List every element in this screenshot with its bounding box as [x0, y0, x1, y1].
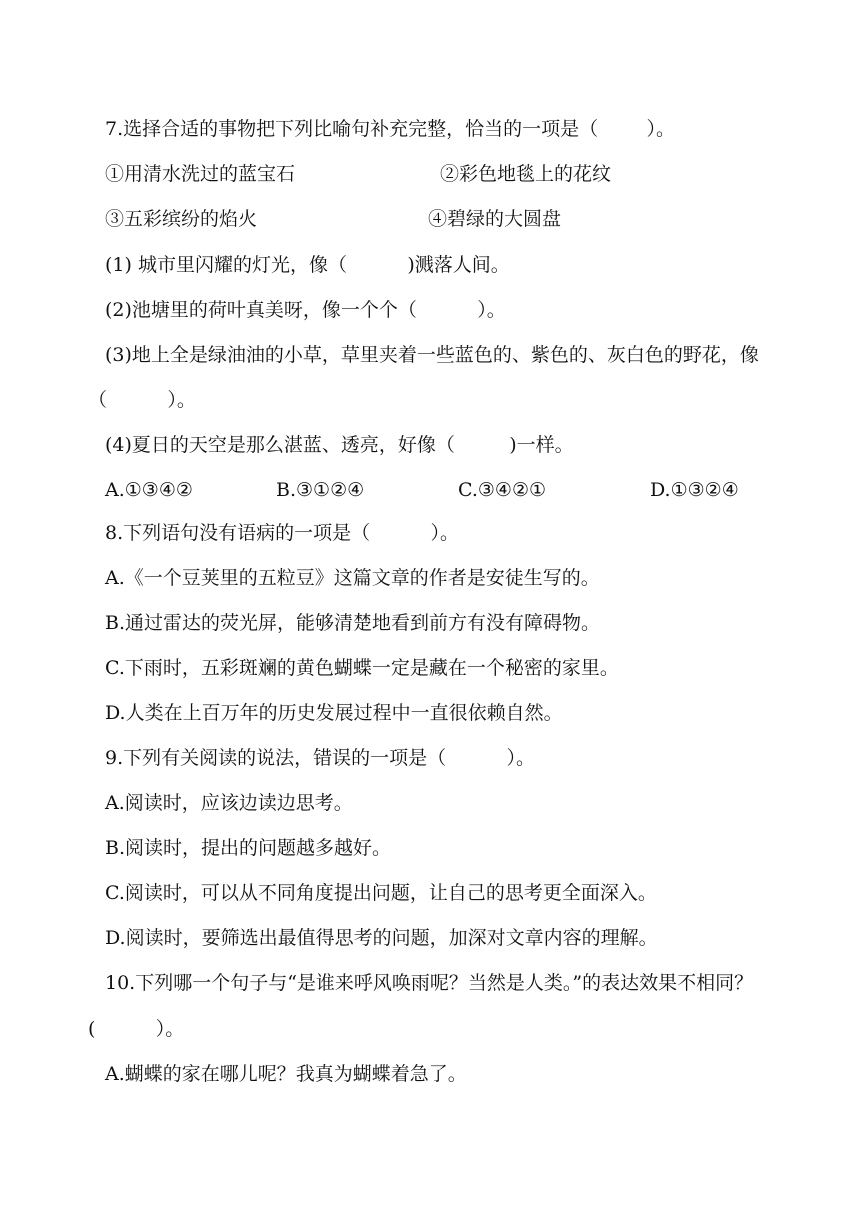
option-2: ②彩色地毯上的花纹: [440, 163, 612, 185]
question-9-option-a: A.阅读时，应该边读边思考。: [105, 792, 353, 814]
option-4: ④碧绿的大圆盘: [428, 208, 562, 230]
question-8-option-a: A.《一个豆荚里的五粒豆》这篇文章的作者是安徒生写的。: [105, 567, 600, 589]
sentence-1: (1) 城市里闪耀的灯光，像（ )溅落人间。: [105, 254, 510, 276]
question-8-option-c: C.下雨时，五彩斑斓的黄色蝴蝶一定是藏在一个秘密的家里。: [105, 657, 619, 679]
sentence-2: (2)池塘里的荷叶真美呀，像一个个（ ）。: [105, 299, 506, 321]
sentence-3: (3)地上全是绿油油的小草，草里夹着一些蓝色的、紫色的、灰白色的野花，像: [105, 344, 759, 366]
sentence-4: (4)夏日的天空是那么湛蓝、透亮，好像（ )一样。: [105, 434, 574, 456]
question-9-stem: 9.下列有关阅读的说法，错误的一项是（ ）。: [105, 747, 536, 769]
question-10-stem: 10.下列哪一个句子与“是谁来呼风唤雨呢？当然是人类。”的表达效果不相同？: [105, 972, 754, 994]
question-9-option-b: B.阅读时，提出的问题越多越好。: [105, 837, 392, 859]
question-8-option-b: B.通过雷达的荧光屏，能够清楚地看到前方有没有障碍物。: [105, 612, 601, 634]
question-8-option-d: D.人类在上百万年的历史发展过程中一直很依赖自然。: [105, 702, 563, 724]
choice-c: C.③④②①: [458, 479, 547, 501]
sentence-3-blank: （ ）。: [88, 389, 196, 411]
choice-d: D.①③②④: [650, 479, 739, 501]
question-7-stem: 7.选择合适的事物把下列比喻句补充完整，恰当的一项是（ ）。: [105, 118, 675, 140]
option-1: ①用清水洗过的蓝宝石: [105, 163, 296, 185]
question-10-option-a: A.蝴蝶的家在哪儿呢？我真为蝴蝶着急了。: [105, 1063, 467, 1085]
question-8-stem: 8.下列语句没有语病的一项是（ ）。: [105, 522, 460, 544]
choice-a: A.①③④②: [105, 479, 193, 501]
question-9-option-d: D.阅读时，要筛选出最值得思考的问题，加深对文章内容的理解。: [105, 927, 658, 949]
question-10-blank: ( ）。: [88, 1018, 185, 1040]
question-9-option-c: C.阅读时，可以从不同角度提出问题，让自己的思考更全面深入。: [105, 882, 657, 904]
choice-b: B.③①②④: [276, 479, 365, 501]
option-3: ③五彩缤纷的焰火: [105, 208, 258, 230]
